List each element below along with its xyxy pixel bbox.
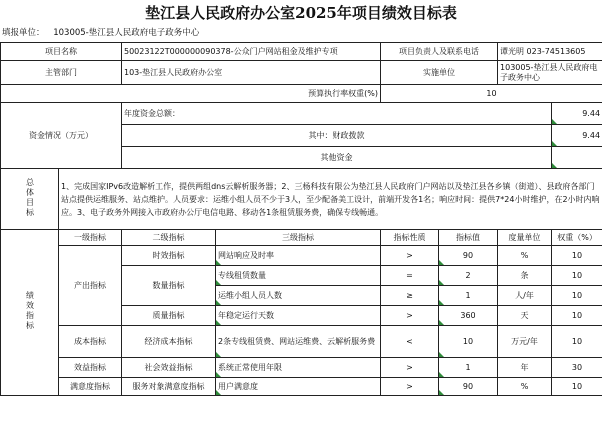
- contact-value: 谭光明 023-74513605: [498, 43, 602, 61]
- department-value: 103-垫江县人民政府办公室: [122, 61, 381, 85]
- weight-cell: 10: [552, 246, 602, 266]
- level2-timeliness: 时效指标: [122, 246, 216, 266]
- table-row: [1, 326, 602, 358]
- value-cell: 90: [439, 246, 498, 266]
- contact-label: 项目负责人及联系电话: [381, 43, 498, 61]
- header-nature: 指标性质: [381, 230, 439, 246]
- header-value: 指标值: [439, 230, 498, 246]
- weight-cell: 10: [552, 378, 602, 396]
- page-title: 垫江县人民政府办公室2025年项目绩效目标表: [145, 4, 457, 22]
- nature-cell: >: [381, 378, 439, 396]
- level3-cell: 网站响应及时率: [216, 246, 381, 266]
- implementing-unit-label: 实施单位: [381, 61, 498, 85]
- level3-cell: 2条专线租赁费、网站运维费、云解析服务费: [216, 326, 381, 358]
- level1-output: 产出指标: [59, 246, 122, 326]
- header-unit: 度量单位: [498, 230, 552, 246]
- indicator-header-row: [1, 230, 602, 246]
- unit-cell: 万元/年: [498, 326, 552, 358]
- header-level3: 三级指标: [216, 230, 381, 246]
- finance-funds-value: 9.44: [552, 125, 602, 147]
- overall-goal-text: 1、完成国家IPv6改造解析工作，提供两组dns云解析服务器；2、三杨科技有限公为垫江县人民政府门户网站以及垫江县各乡镇（街道）、县政府各部门站点提供运维服务、站点维护。人员要求：运维小组人员不少于3人，至少配备美工设计，前端开发各1名；响应时间：提供7*24小时维护，在2小时内响应。3、电子政务外网接入市政府办公厅电信电路、移动各1条租赁服务费，确保专线畅通。: [59, 169, 602, 230]
- level2-client-satisfaction: 服务对象满意度指标: [122, 378, 216, 396]
- unit-cell: 条: [498, 266, 552, 286]
- annual-funds-value: 9.44: [552, 103, 602, 125]
- level3-cell: 专线租赁数量: [216, 266, 381, 286]
- indicators-label-cell: [1, 230, 59, 396]
- overall-goal-label: 总体目标: [25, 177, 35, 218]
- project-name-label: 项目名称: [1, 43, 122, 61]
- level1-benefit: 效益指标: [59, 358, 122, 378]
- level2-quality: 质量指标: [122, 306, 216, 326]
- finance-funds-label: 其中：财政拨款: [122, 125, 552, 147]
- weight-cell: 30: [552, 358, 602, 378]
- unit-cell: 天: [498, 306, 552, 326]
- header-weight: 权重（%）: [552, 230, 602, 246]
- weight-cell: 10: [552, 326, 602, 358]
- level2-social-benefit: 社会效益指标: [122, 358, 216, 378]
- level3-cell: 系统正常使用年限: [216, 358, 381, 378]
- other-funds-value: [552, 147, 602, 169]
- implementing-unit-value: 103005-垫江县人民政府电子政务中心: [498, 61, 602, 85]
- weight-cell: 10: [552, 266, 602, 286]
- nature-cell: >: [381, 358, 439, 378]
- nature-cell: >: [381, 246, 439, 266]
- filling-unit: [2, 27, 205, 39]
- project-name-value: 50023122T000000090378-公众门户网站租金及维护专项: [122, 43, 381, 61]
- level2-economic-cost: 经济成本指标: [122, 326, 216, 358]
- level3-cell: 用户满意度: [216, 378, 381, 396]
- unit-cell: 年: [498, 358, 552, 378]
- department-row: [1, 61, 602, 85]
- nature-cell: >: [381, 306, 439, 326]
- level1-cost: 成本指标: [59, 326, 122, 358]
- value-cell: 360: [439, 306, 498, 326]
- weight-cell: 10: [552, 286, 602, 306]
- unit-cell: %: [498, 246, 552, 266]
- value-cell: 10: [439, 326, 498, 358]
- funds-annual-row: [1, 103, 602, 125]
- overall-goal-row: [1, 169, 602, 230]
- value-cell: 90: [439, 378, 498, 396]
- value-cell: 2: [439, 266, 498, 286]
- budget-weight-value: 10: [381, 85, 602, 103]
- table-row: [1, 378, 602, 396]
- level3-cell: 运维小组人员人数: [216, 286, 381, 306]
- header-level1: 一级指标: [59, 230, 122, 246]
- project-name-row: [1, 43, 602, 61]
- funds-label: 资金情况（万元）: [1, 103, 122, 169]
- annual-funds-label: 年度资金总额：: [122, 103, 552, 125]
- indicators-label: 绩效指标: [25, 291, 35, 331]
- filling-unit-value: 103005-垫江县人民政府电子政务中心: [53, 28, 200, 38]
- table-row: [1, 246, 602, 266]
- table-row: [1, 358, 602, 378]
- budget-weight-row: [1, 85, 602, 103]
- nature-cell: ≥: [381, 286, 439, 306]
- budget-weight-label: 预算执行率权重(%): [1, 85, 381, 103]
- level1-satisfaction: 满意度指标: [59, 378, 122, 396]
- level2-quantity: 数量指标: [122, 266, 216, 306]
- level3-cell: 年稳定运行天数: [216, 306, 381, 326]
- filling-unit-label: 填报单位：: [2, 28, 45, 38]
- nature-cell: <: [381, 326, 439, 358]
- overall-goal-label-cell: [1, 169, 59, 230]
- value-cell: 1: [439, 358, 498, 378]
- weight-cell: 10: [552, 306, 602, 326]
- value-cell: 1: [439, 286, 498, 306]
- other-funds-label: 其他资金: [122, 147, 552, 169]
- department-label: 主管部门: [1, 61, 122, 85]
- unit-cell: 人/年: [498, 286, 552, 306]
- performance-table: [0, 42, 602, 396]
- nature-cell: =: [381, 266, 439, 286]
- unit-cell: %: [498, 378, 552, 396]
- header-level2: 二级指标: [122, 230, 216, 246]
